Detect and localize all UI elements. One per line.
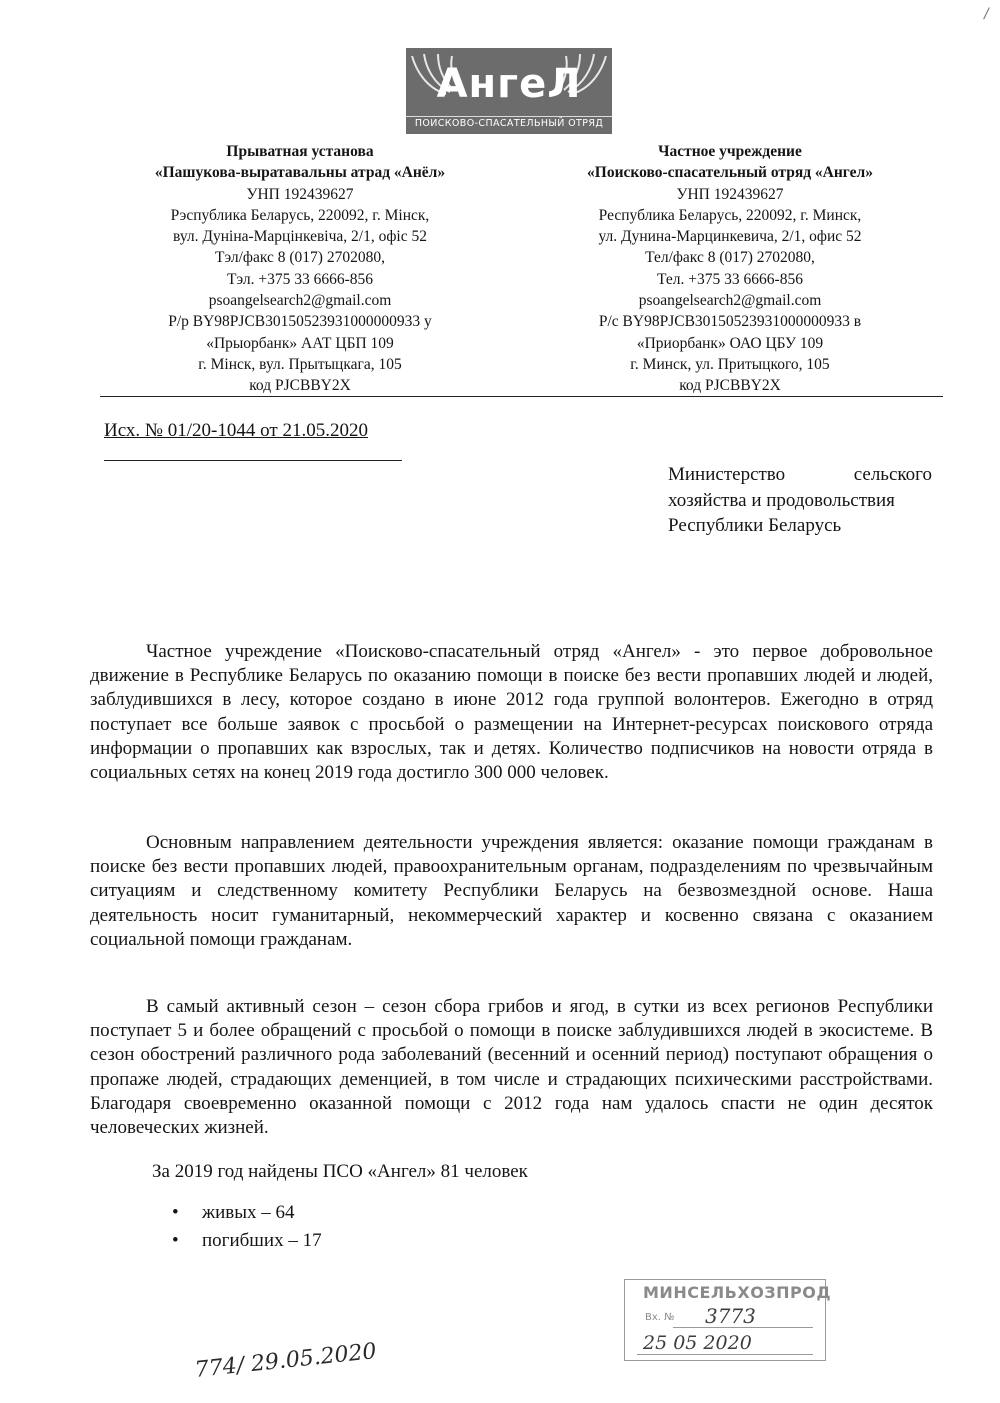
letterhead-divider	[100, 396, 943, 397]
stamp-divider	[637, 1354, 813, 1355]
stamp-date: 25 05 2020	[643, 1332, 752, 1354]
bullet-icon: •	[172, 1202, 179, 1223]
handwritten-registration-note: 774/ 29.05.2020	[193, 1339, 378, 1383]
organization-logo	[406, 48, 612, 134]
letterhead-right-line: «Приорбанк» ОАО ЦБУ 109	[636, 334, 824, 352]
letterhead-right-line: «Поисково-спасательный отряд «Ангел»	[587, 164, 873, 182]
letterhead-left-line: код PJCBBY2X	[249, 377, 351, 395]
body-paragraph-2: Основным направлением деятельности учреждения является: оказание помощи гражданам в поиске без вести пропавших людей, правоохранительным органам, подразделениям по чрезвычайным ситуациям и следственному комитету Республики Беларусь на безвозмездной основе. Наша деятельность носит гуманитарный, некоммерческий характер и косвенно связана с оказанием социальной помощи гражданам.	[90, 832, 933, 950]
letterhead-left-line: Прыватная установа	[226, 143, 374, 160]
letterhead-belarusian	[80, 141, 520, 397]
letterhead-left-line: Рэспублика Беларусь, 220092, г. Мінск,	[170, 206, 430, 224]
stamp-title: МИНСЕЛЬХОЗПРОД	[643, 1283, 832, 1302]
list-item	[172, 1229, 322, 1253]
stamp-incoming-label: Вх. №	[645, 1312, 675, 1323]
letterhead-left-line: psoangelsearch2@gmail.com	[208, 292, 392, 310]
body-paragraph-3: В самый активный сезон – сезон сбора грибов и ягод, в сутки из всех регионов Республики поступает 5 и более обращений с просьбой о помощи в поиске заблудившихся людей в экосистеме. В сезон обострений различного рода заболеваний (весенний и осенний период) поступают обращения о пропаже людей, страдающих деменцией, в том числе и страдающих психическими расстройствами. Благодаря своевременно оказанной помощи с 2012 года нам удалось спасти не один десяток человеческих жизней.	[90, 996, 933, 1139]
reference-blank-line	[104, 460, 402, 461]
letterhead-right-line: г. Минск, ул. Притыцкого, 105	[630, 355, 830, 373]
letterhead-right-line: Частное учреждение	[658, 143, 802, 160]
list-item-text: живых – 64	[202, 1202, 295, 1223]
stamp-divider	[673, 1327, 813, 1328]
recipient-block	[668, 462, 932, 539]
letterhead-left-line: УНП 192439627	[246, 185, 354, 203]
letterhead-left-line: «Пашукова-выратавальны атрад «Анёл»	[154, 164, 446, 182]
logo-subtitle: ПОИСКОВО-СПАСАТЕЛЬНЫЙ ОТРЯД	[406, 116, 612, 131]
letterhead-right-line: Тел. +375 33 6666-856	[657, 270, 803, 288]
list-item-text: погибших – 17	[202, 1230, 322, 1251]
recipient-line: хозяйства и продовольствия	[668, 489, 895, 511]
letterhead-left-line: Р/р BY98PJCB30150523931000000933 у	[168, 313, 432, 331]
letterhead-right-line: ул. Дунина-Марцинкевича, 2/1, офис 52	[598, 228, 862, 246]
letterhead-left-line: Тэл/факс 8 (017) 2702080,	[215, 249, 385, 267]
bullet-icon: •	[172, 1230, 179, 1251]
letterhead-russian	[510, 141, 950, 397]
letterhead-right-line: УНП 192439627	[676, 185, 784, 203]
letterhead-right-line: psoangelsearch2@gmail.com	[638, 292, 822, 310]
letterhead-left-line: Тэл. +375 33 6666-856	[227, 270, 373, 288]
letterhead-left-line: «Прыорбанк» ААТ ЦБП 109	[206, 334, 394, 352]
letterhead-right-line: Тел/факс 8 (017) 2702080,	[645, 249, 815, 267]
list-item	[172, 1201, 295, 1225]
letterhead-right-line: код PJCBBY2X	[679, 377, 781, 395]
stamp-incoming-number: 3773	[705, 1304, 756, 1328]
logo-wordmark: АнгеЛ	[436, 61, 582, 107]
found-summary: За 2019 год найдены ПСО «Ангел» 81 человек	[152, 1161, 528, 1182]
recipient-line: Республики Беларусь	[668, 515, 842, 536]
registration-stamp	[624, 1279, 832, 1361]
corner-pen-mark: /	[984, 6, 989, 22]
outgoing-reference: Исх. № 01/20-1044 от 21.05.2020	[104, 420, 368, 441]
letterhead-right-line: Р/с BY98PJCB30150523931000000933 в	[598, 313, 862, 331]
letterhead-left-line: г. Мінск, вул. Прытыцкага, 105	[198, 355, 402, 373]
body-paragraph-1: Частное учреждение «Поисково-спасательный отряд «Ангел» - это первое добровольное движение в Республике Беларусь по оказанию помощи в поиске без вести пропавших людей и людей, заблудившихся в лесу, которое создано в июне 2012 года группой волонтеров. Ежегодно в отряд поступает все больше заявок с просьбой о размещении на Интернет-ресурсах поискового отряда информации о пропавших как взрослых, так и детях. Количество подписчиков на новости отряда в социальных сетях на конец 2019 года достигло 300 000 человек.	[90, 641, 933, 784]
recipient-line: Министерство сельского	[668, 464, 932, 485]
letterhead-left-line: вул. Дуніна-Марцінкевіча, 2/1, офіс 52	[173, 228, 427, 246]
letterhead-right-line: Республика Беларусь, 220092, г. Минск,	[598, 206, 862, 224]
